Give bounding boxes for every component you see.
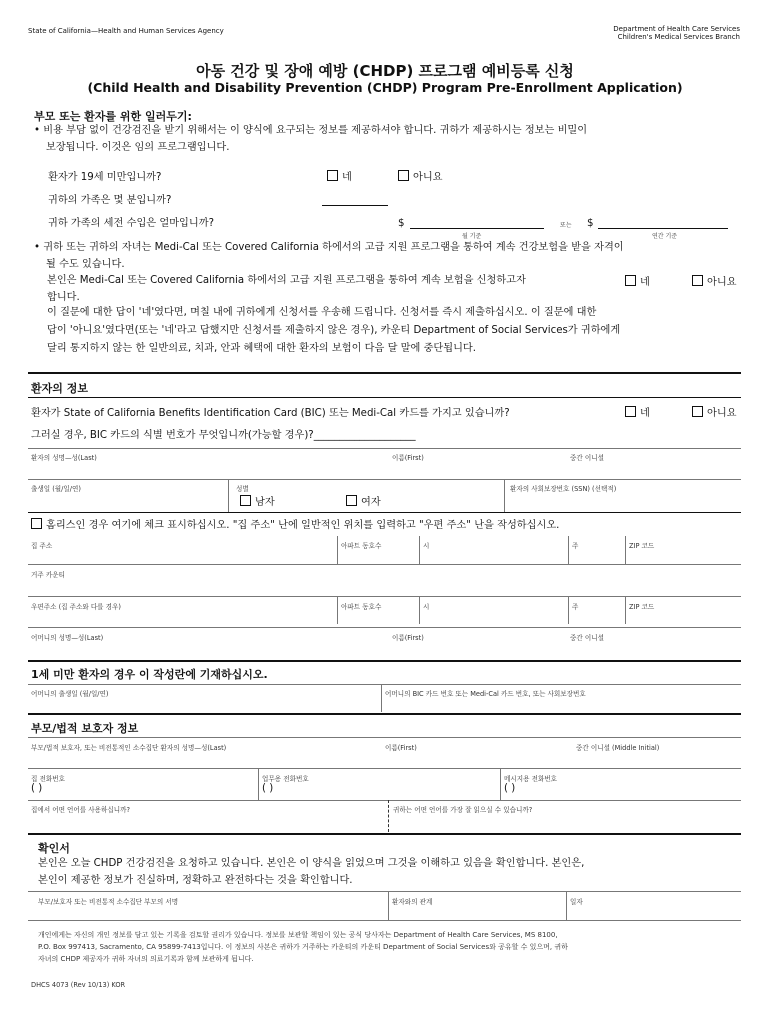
signature-label: 부모/보호자 또는 비전통적 소수집단 부모의 서명 <box>38 898 179 906</box>
mother-card-label: 어머니의 BIC 카드 번호 또는 Medi-Cal 카드 번호, 또는 사회보장번호 <box>385 690 586 698</box>
dollar-sign-monthly: $ <box>398 218 405 229</box>
divider <box>28 564 741 565</box>
divider <box>28 512 741 513</box>
divider <box>28 372 741 374</box>
bullet1-line2: 보장됩니다. 이것은 임의 프로그램입니다. <box>46 142 230 153</box>
para-line1: 이 질문에 대한 답이 '네'였다면, 며칠 내에 귀하에게 신청서를 우송해 드립니다. 신청서를 즉시 제출하십시오. 이 질문에 대한 <box>47 307 597 318</box>
divider <box>568 536 569 564</box>
language-read-label: 귀하는 어떤 언어를 가장 잘 읽으실 수 있습니까? <box>393 806 533 814</box>
bic-no-option[interactable] <box>692 405 737 422</box>
female-label: 여자 <box>361 497 381 508</box>
form-id: DHCS 4073 (Rev 10/13) KOR <box>31 981 126 989</box>
divider <box>500 768 501 800</box>
divider <box>568 596 569 624</box>
privacy-line1: 개인에게는 자신의 개인 정보를 담고 있는 기록을 검토할 권리가 있습니다. 정보를 보관할 책임이 있는 공식 당사자는 Department of Health Care Services, MS 8100, <box>38 931 558 939</box>
female-checkbox[interactable] <box>346 495 357 506</box>
no-label: 아니요 <box>413 172 443 183</box>
para-line3: 달리 통지하지 않는 한 일반의료, 치과, 안과 혜택에 대한 환자의 보험이 다음 달 말에 중단됩니다. <box>47 343 477 354</box>
income-monthly-field[interactable] <box>410 228 544 229</box>
divider <box>28 833 741 835</box>
divider <box>258 768 259 800</box>
divider <box>419 536 420 564</box>
yes-label: 네 <box>640 277 650 288</box>
bic-yes-checkbox[interactable] <box>625 406 636 417</box>
guardian-first-label: 이름(First) <box>385 744 417 752</box>
mother-first-label: 이름(First) <box>392 634 424 642</box>
dollar-sign-yearly: $ <box>587 218 594 229</box>
divider <box>419 596 420 624</box>
cert-line2: 본인이 제공한 정보가 진실하며, 정확하고 완전하다는 것을 확인합니다. <box>38 875 353 886</box>
apply-line2: 합니다. <box>47 292 80 303</box>
under19-yes-option[interactable] <box>327 169 352 186</box>
apply-no-checkbox[interactable] <box>692 275 703 286</box>
sex-female-option[interactable] <box>346 494 381 511</box>
mail-zip-label: ZIP 코드 <box>629 603 655 611</box>
divider <box>28 891 741 892</box>
sex-male-option[interactable] <box>240 494 275 511</box>
relation-label: 환자와의 관계 <box>392 898 433 906</box>
divider <box>228 479 229 512</box>
mother-middle-label: 중간 이니셜 <box>570 634 604 642</box>
apply-yes-checkbox[interactable] <box>625 275 636 286</box>
male-label: 남자 <box>255 497 275 508</box>
q-under19: 환자가 19세 미만입니까? <box>48 172 162 183</box>
privacy-line3: 자녀의 CHDP 제공자가 귀하 자녀의 의료기록과 함께 보관하게 됩니다. <box>38 955 254 963</box>
work-phone-label: 업무용 전화번호 <box>262 775 309 783</box>
city-label: 시 <box>423 542 430 550</box>
q-bic-number: 그러실 경우, BIC 카드의 식별 번호가 무엇입니까(가능할 경우)?____________________ <box>31 430 416 441</box>
divider <box>388 891 389 920</box>
certification-heading: 확인서 <box>38 842 70 855</box>
home-address-label: 집 주소 <box>31 542 53 550</box>
apt-label: 아파트 동호수 <box>341 542 382 550</box>
branch-name: Children's Medical Services Branch <box>617 33 740 41</box>
privacy-line2: P.O. Box 997413, Sacramento, CA 95899-7413입니다. 이 정보의 사본은 귀하가 거주하는 카운티의 카운티 Department of Social Services와 공유할 수 있으며, 귀하 <box>38 943 568 951</box>
divider <box>28 660 741 662</box>
q-income: 귀하 가족의 세전 수입은 얼마입니까? <box>48 218 214 229</box>
work-phone-field[interactable]: ( ) <box>262 783 274 794</box>
notice-heading: 부모 또는 환자를 위한 일러두기: <box>34 110 192 123</box>
bullet2-line1: • 귀하 또는 귀하의 자녀는 Medi-Cal 또는 Covered California 하에서의 고급 지원 프로그램을 통하여 계속 건강보험을 받을 자격이 <box>34 242 624 253</box>
divider <box>337 536 338 564</box>
homeless-checkbox[interactable] <box>31 518 42 529</box>
notice-bullet-2 <box>34 239 754 273</box>
guardian-middle-label: 중간 이니셜 (Middle Initial) <box>576 744 660 752</box>
divider <box>28 397 741 398</box>
yes-label: 네 <box>342 172 352 183</box>
patient-heading: 환자의 정보 <box>31 382 88 395</box>
msg-phone-field[interactable]: ( ) <box>504 783 516 794</box>
infant-heading: 1세 미만 환자의 경우 이 작성란에 기재하십시오. <box>31 668 268 681</box>
divider <box>28 737 741 738</box>
no-label: 아니요 <box>707 277 737 288</box>
date-label: 일자 <box>570 898 583 906</box>
mail-city-label: 시 <box>423 603 430 611</box>
divider <box>28 448 741 449</box>
divider <box>381 684 382 712</box>
divider <box>28 768 741 769</box>
divider <box>625 536 626 564</box>
mail-apt-label: 아파트 동호수 <box>341 603 382 611</box>
mail-state-label: 주 <box>572 603 579 611</box>
q-bic: 환자가 State of California Benefits Identification Card (BIC) 또는 Medi-Cal 카드를 가지고 있습니까? <box>31 408 510 419</box>
bic-yes-option[interactable] <box>625 405 650 422</box>
divider <box>625 596 626 624</box>
divider <box>28 479 741 480</box>
under19-no-option[interactable] <box>398 169 443 186</box>
county-label: 거주 카운티 <box>31 571 65 579</box>
cert-line1: 본인은 오늘 CHDP 건강검진을 요청하고 있습니다. 본인은 이 양식을 읽었으며 그것을 이해하고 있음을 확인합니다. 본인은, <box>38 858 585 869</box>
ssn-label: 환자의 사회보장번호 (SSN) (선택적) <box>510 485 617 493</box>
mother-dob-label: 어머니의 출생일 (월/일/연) <box>31 690 109 698</box>
divider <box>504 479 505 512</box>
patient-last-name-label: 환자의 성명—성(Last) <box>31 454 97 462</box>
patient-middle-initial-label: 중간 이니셜 <box>570 454 604 462</box>
bullet2-line2: 될 수도 있습니다. <box>46 259 125 270</box>
yes-label: 네 <box>640 408 650 419</box>
apply-no-option[interactable] <box>692 274 737 291</box>
language-home-label: 집에서 어떤 언어를 사용하십니까? <box>31 806 130 814</box>
mail-address-label: 우편주소 (집 주소와 다를 경우) <box>31 603 121 611</box>
or-label: 또는 <box>560 222 572 229</box>
homeless-label: 홈리스인 경우 여기에 체크 표시하십시오. "집 주소" 난에 일반적인 위치를 입력하고 "우편 주소" 난을 작성하십시오. <box>46 520 560 531</box>
certification-text <box>38 855 753 889</box>
zip-label: ZIP 코드 <box>629 542 655 550</box>
patient-first-name-label: 이름(First) <box>392 454 424 462</box>
divider <box>337 596 338 624</box>
home-phone-field[interactable]: ( ) <box>31 783 43 794</box>
divider <box>388 800 389 832</box>
apply-statement <box>47 272 647 306</box>
yearly-label: 연간 기준 <box>652 233 678 240</box>
divider <box>28 596 741 597</box>
mother-last-label: 어머니의 성명—성(Last) <box>31 634 104 642</box>
dept-name: Department of Health Care Services <box>613 25 740 33</box>
divider <box>28 684 741 685</box>
title-english: (Child Health and Disability Prevention (CHDP) Program Pre-Enrollment Application) <box>87 80 683 95</box>
para-line2: 답이 '아니요'였다면(또는 '네'라고 답했지만 신청서를 제출하지 않은 경우), 카운티 Department of Social Services가 귀하에게 <box>47 325 621 336</box>
bic-no-checkbox[interactable] <box>692 406 703 417</box>
under19-no-checkbox[interactable] <box>398 170 409 181</box>
no-label: 아니요 <box>707 408 737 419</box>
homeless-option[interactable] <box>31 517 559 534</box>
income-yearly-field[interactable] <box>598 228 728 229</box>
apply-line1: 본인은 Medi-Cal 또는 Covered California 하에서의 고급 지원 프로그램을 통하여 계속 보험을 신청하고자 <box>47 275 526 286</box>
home-phone-label: 집 전화번호 <box>31 775 65 783</box>
notice-paragraph <box>47 304 757 358</box>
dob-label: 출생일 (월/일/연) <box>31 485 81 493</box>
guardian-last-label: 부모/법적 보호자, 또는 비전통적인 소수집단 환자의 성명—성(Last) <box>31 744 227 752</box>
divider <box>28 713 741 715</box>
under19-yes-checkbox[interactable] <box>327 170 338 181</box>
notice-bullet-1 <box>34 122 754 156</box>
family-size-field[interactable] <box>322 205 388 206</box>
sex-label: 성별 <box>236 485 249 493</box>
msg-phone-label: 메시지용 전화번호 <box>504 775 558 783</box>
monthly-label: 월 기준 <box>462 233 482 240</box>
q-family-size: 귀하의 가족은 몇 분입니까? <box>48 195 172 206</box>
department-label <box>613 25 740 41</box>
privacy-notice <box>38 929 753 965</box>
divider <box>28 920 741 921</box>
title-korean: 아동 건강 및 장애 예방 (CHDP) 프로그램 예비등록 신청 <box>196 62 574 80</box>
divider <box>28 800 741 801</box>
apply-yes-option[interactable] <box>625 274 650 291</box>
agency-label: State of California—Health and Human Services Agency <box>28 27 224 35</box>
divider <box>28 627 741 628</box>
bullet1-line1: • 비용 부담 없이 건강검진을 받기 위해서는 이 양식에 요구되는 정보를 제공하셔야 합니다. 귀하가 제공하시는 정보는 비밀이 <box>34 125 588 136</box>
male-checkbox[interactable] <box>240 495 251 506</box>
divider <box>566 891 567 920</box>
state-label: 주 <box>572 542 579 550</box>
guardian-heading: 부모/법적 보호자 정보 <box>31 722 139 735</box>
